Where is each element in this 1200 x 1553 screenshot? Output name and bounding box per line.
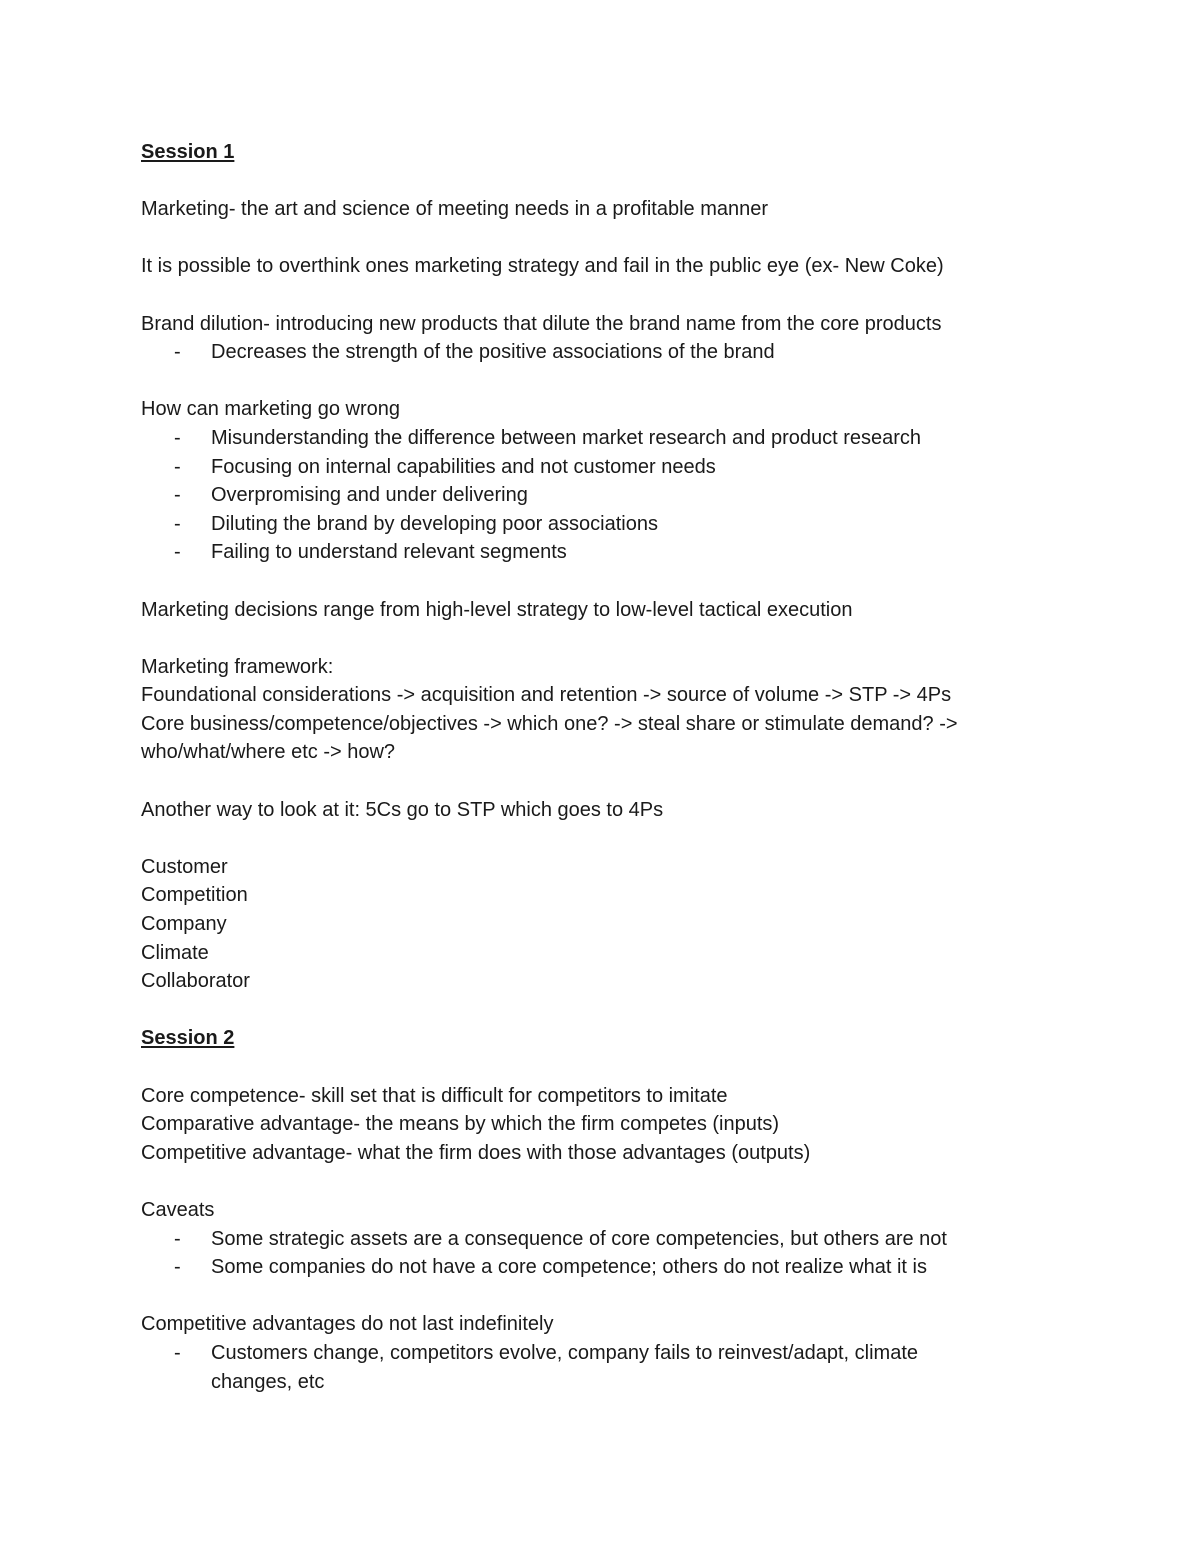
- caveats-heading: Caveats: [141, 1198, 215, 1221]
- brand-dilution-definition: Brand dilution- introducing new products that dilute the brand name from the core products: [141, 312, 942, 335]
- framework-line: Core business/competence/objectives -> which one? -> steal share or stimulate demand? ->: [141, 712, 958, 735]
- spacer: [141, 567, 1041, 596]
- list-item: [141, 1253, 1041, 1282]
- framework-line: who/what/where etc -> how?: [141, 741, 396, 764]
- session-1-heading: Session 1: [141, 141, 235, 163]
- go-wrong-heading: How can marketing go wrong: [141, 398, 401, 421]
- list-item-text: Customers change, competitors evolve, company fails to reinvest/adapt, climate changes, etc: [211, 1341, 918, 1393]
- decisions-note: Marketing decisions range from high-level strategy to low-level tactical execution: [141, 598, 853, 621]
- five-cs-item: Customer: [141, 855, 228, 878]
- framework-line: Foundational considerations -> acquisition and retention -> source of volume -> STP -> 4Ps: [141, 684, 952, 707]
- another-way-note: Another way to look at it: 5Cs go to STP which goes to 4Ps: [141, 798, 664, 821]
- spacer: [141, 767, 1041, 796]
- list-item-text: Failing to understand relevant segments: [211, 541, 567, 564]
- bullet-dash: -: [174, 541, 181, 564]
- five-cs-item: Competition: [141, 884, 248, 907]
- list-item: [141, 1339, 991, 1396]
- overthink-note: It is possible to overthink ones marketing strategy and fail in the public eye (ex- New Coke): [141, 255, 944, 278]
- list-item: [141, 453, 1041, 482]
- five-cs-item: Company: [141, 913, 227, 936]
- list-item: [141, 424, 1041, 453]
- spacer: [141, 1282, 1041, 1311]
- competitive-advantage-definition: Competitive advantage- what the firm does with those advantages (outputs): [141, 1141, 811, 1164]
- list-item: [141, 538, 1041, 567]
- document-body: [141, 138, 1041, 1396]
- spacer: [141, 996, 1041, 1025]
- spacer: [141, 1167, 1041, 1196]
- spacer: [141, 281, 1041, 310]
- spacer: [141, 1053, 1041, 1082]
- five-cs-item: Climate: [141, 941, 209, 964]
- list-item-text: Focusing on internal capabilities and not customer needs: [211, 455, 716, 478]
- spacer: [141, 624, 1041, 653]
- list-item-text: Overpromising and under delivering: [211, 484, 528, 507]
- list-item-text: Some companies do not have a core competence; others do not realize what it is: [211, 1256, 927, 1279]
- bullet-dash: -: [174, 484, 181, 507]
- core-competence-definition: Core competence- skill set that is difficult for competitors to imitate: [141, 1084, 728, 1107]
- list-item-text: Decreases the strength of the positive associations of the brand: [211, 341, 775, 364]
- list-item-text: Some strategic assets are a consequence of core competencies, but others are not: [211, 1227, 947, 1250]
- spacer: [141, 824, 1041, 853]
- bullet-dash: -: [174, 1256, 181, 1279]
- advantages-last-heading: Competitive advantages do not last indefinitely: [141, 1313, 554, 1336]
- bullet-dash: -: [174, 455, 181, 478]
- list-item: [141, 481, 1041, 510]
- marketing-definition: Marketing- the art and science of meeting needs in a profitable manner: [141, 198, 769, 221]
- list-item: [141, 1225, 1041, 1254]
- framework-title: Marketing framework:: [141, 655, 334, 678]
- bullet-dash: -: [174, 512, 181, 535]
- bullet-dash: -: [174, 341, 181, 364]
- list-item: [141, 338, 1041, 367]
- bullet-dash: -: [174, 1227, 181, 1250]
- bullet-dash: -: [174, 426, 181, 449]
- spacer: [141, 224, 1041, 253]
- bullet-dash: -: [174, 1341, 181, 1364]
- spacer: [141, 367, 1041, 396]
- session-2-heading: Session 2: [141, 1027, 235, 1050]
- list-item-text: Misunderstanding the difference between market research and product research: [211, 426, 922, 449]
- five-cs-item: Collaborator: [141, 970, 250, 993]
- comparative-advantage-definition: Comparative advantage- the means by which the firm competes (inputs): [141, 1113, 780, 1136]
- list-item-text: Diluting the brand by developing poor associations: [211, 512, 658, 535]
- list-item: [141, 510, 1041, 539]
- spacer: [141, 167, 1041, 196]
